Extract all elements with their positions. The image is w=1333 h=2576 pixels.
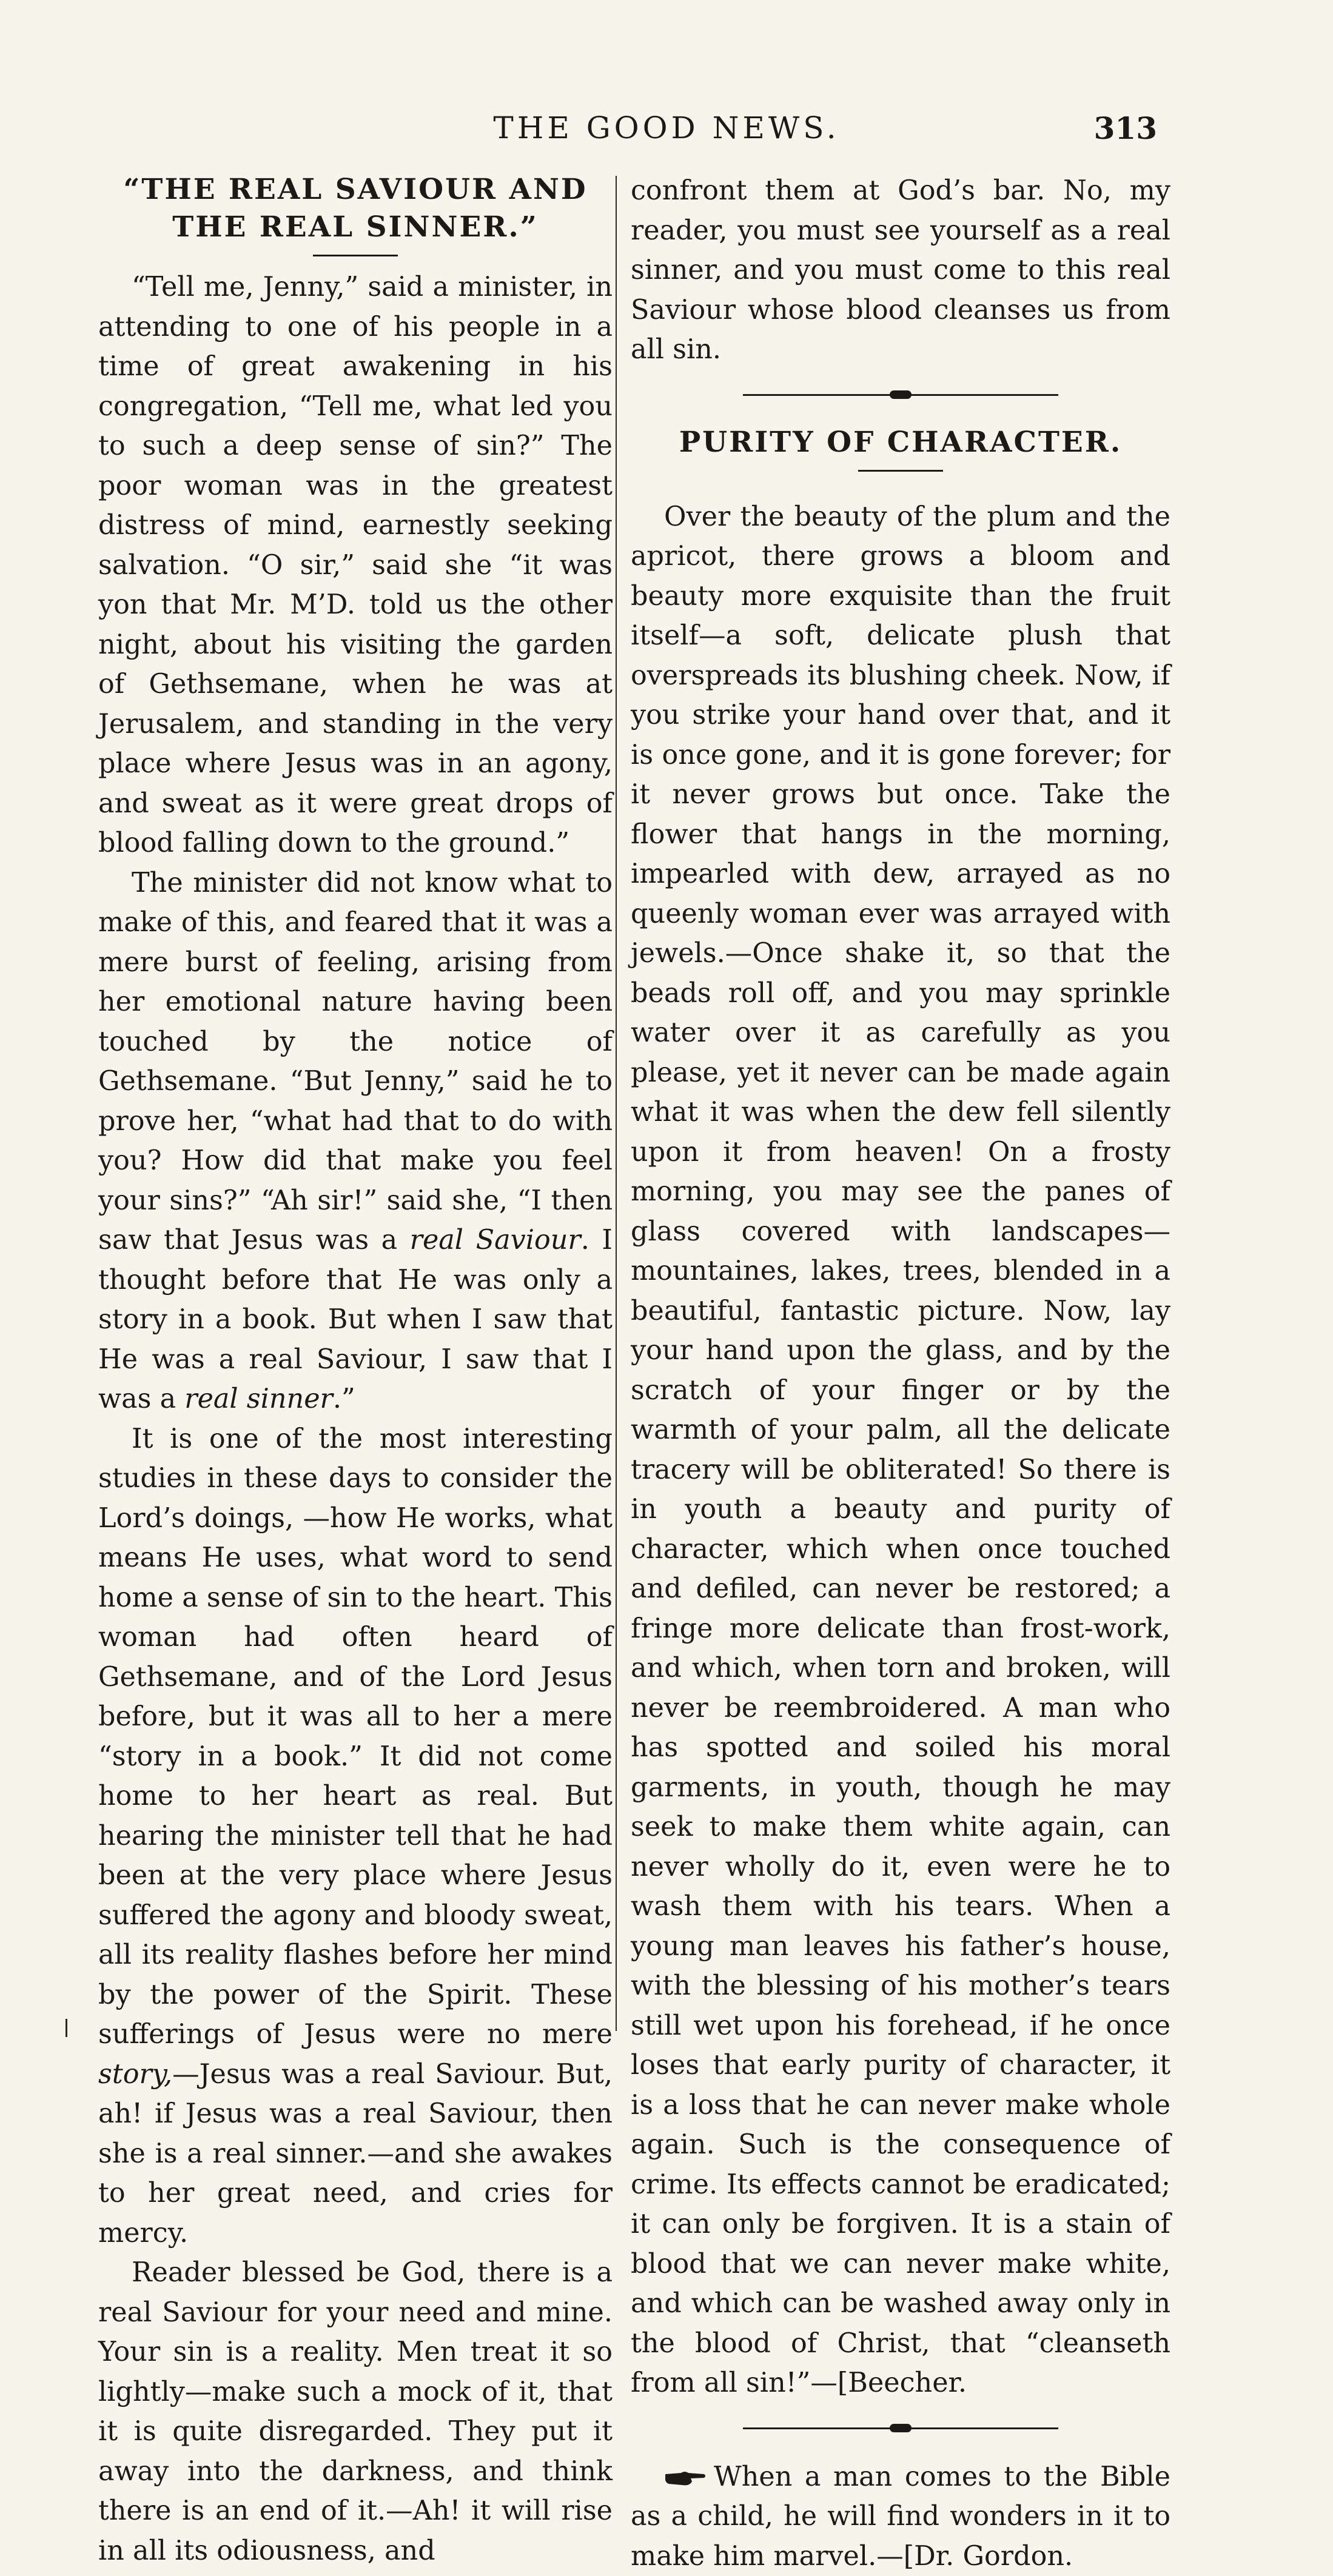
paragraph: “Tell me, Jenny,” said a minister, in attending to one of his people in a time of great awakening in his congregation, “Tell me, what led you to such a deep sense of sin?” The poor woman was in the greatest distress of mind, earnestly seeking salvation. “O sir,” said she “it was yon that Mr. M’D. told us the other night, about his visiting the garden of Gethsemane, when he was at Jerusalem, and standing in the very place where Jesus was in an agony, and sweat as it were great drops of blood falling down to the ground.”: [98, 267, 613, 863]
ornament-divider: [743, 394, 1058, 396]
emphasis: story,: [98, 2059, 172, 2090]
paragraph: [98, 863, 613, 1419]
paragraph-text: .”: [333, 1383, 355, 1414]
paragraph: Over the beauty of the plum and the apricot, there grows a bloom and beauty more exquisite than the fruit itself—a soft, delicate plush that overspreads its blushing cheek. Now, if you strike your hand over that, and it is once gone, and it is gone forever; for it never grows but once. Take the flower that hangs in the morning, impearled with dew, arrayed as no queenly woman ever was arrayed with jewels.—Once shake it, so that the beads roll off, and you may sprinkle water over it as carefully as you please, yet it never can be made again what it was when the dew fell silently upon it from heaven! On a frosty morning, you may see the panes of glass covered with landscapes—mountaines, lakes, trees, blended in a beautiful, fantastic picture. Now, lay your hand upon the glass, and by the scratch of your finger or by the warmth of your palm, all the delicate tracery will be obliterated! So there is in youth a beauty and purity of character, which when once touched and defiled, can never be restored; a fringe more delicate than frost-work, and which, when torn and broken, will never be reembroidered. A man who has spotted and soiled his moral garments, in youth, though he may seek to make them white again, can never wholly do it, even were he to wash them with his tears. When a young man leaves his father’s house, with the blessing of his mother’s tears still wet upon his forehead, if he once loses that early purity of character, it is a loss that he can never make whole again. Such is the consequence of crime. Its effects cannot be eradicated; it can only be forgiven. It is a stain of blood that we can never make white, and which can be washed away only in the blood of Christ, that “cleanseth from all sin!”—[Beecher.: [631, 497, 1170, 2403]
left-column: [98, 171, 613, 2571]
page-number: 313: [1094, 110, 1157, 146]
paragraph-text: —Jesus was a real Saviour. But, ah! if Jesus was a real Saviour, then she is a real sinner.—and she awakes to her great need, and cries for mercy.: [98, 2059, 613, 2249]
ornament-dot: [890, 2424, 912, 2432]
page-header: [0, 110, 1333, 153]
title-rule: [313, 255, 398, 256]
running-title: THE GOOD NEWS.: [0, 110, 1333, 146]
article-title-real-saviour: “THE REAL SAVIOUR AND THE REAL SINNER.”: [98, 171, 613, 246]
ornament-divider: [743, 2427, 1058, 2429]
title-rule: [858, 470, 943, 472]
ornament-dot: [890, 390, 912, 399]
paragraph: [98, 1419, 613, 2253]
paragraph-text: . I thought before that He was only a story in a book. But when I saw that He was a real Saviour, I saw that I was a: [98, 1225, 613, 1414]
column-divider: [616, 176, 617, 2031]
continued-paragraph: confront them at God’s bar. No, my reader, you must see yourself as a real sinner, and you must come to this real Saviour whose blood cleanses us from all sin.: [631, 171, 1170, 370]
emphasis: real sinner: [184, 1383, 333, 1414]
closing-note: [631, 2457, 1170, 2576]
paragraph-text: It is one of the most interesting studies in these days to consider the Lord’s doings, —how He works, what means He uses, what word to send home a sense of sin to the heart. This woman had often heard of Gethsemane, and of the Lord Jesus before, but it was all to her a mere “story in a book.” It did not come home to her heart as real. But hearing the minister tell that he had been at the very place where Jesus suffered the agony and bloody sweat, all its reality flashes before her mind by the power of the Spirit. These sufferings of Jesus were no mere: [98, 1423, 613, 2050]
emphasis: real Saviour: [410, 1225, 581, 1256]
margin-mark: [65, 2019, 67, 2037]
pointing-hand-icon: [664, 2468, 707, 2489]
closing-note-text: When a man comes to the Bible as a child, he will find wonders in it to make him marvel.—[Dr. Gordon.: [631, 2461, 1170, 2572]
paragraph: Reader blessed be God, there is a real Saviour for your need and mine. Your sin is a reality. Men treat it so lightly—make such a mock of it, that it is quite disregarded. They put it away into the darkness, and think there is an end of it.—Ah! it will rise in all its odiousness, and: [98, 2253, 613, 2571]
spacer: [631, 483, 1170, 497]
right-column: [631, 171, 1170, 2576]
paragraph-text: The minister did not know what to make of this, and feared that it was a mere burst of feeling, arising from her emotional nature having been touched by the notice of Gethsemane. “But Jenny,” said he to prove her, “what had that to do with you? How did that make you feel your sins?” “Ah sir!” said she, “I then saw that Jesus was a: [98, 868, 613, 1256]
article-title-purity: PURITY OF CHARACTER.: [631, 424, 1170, 461]
